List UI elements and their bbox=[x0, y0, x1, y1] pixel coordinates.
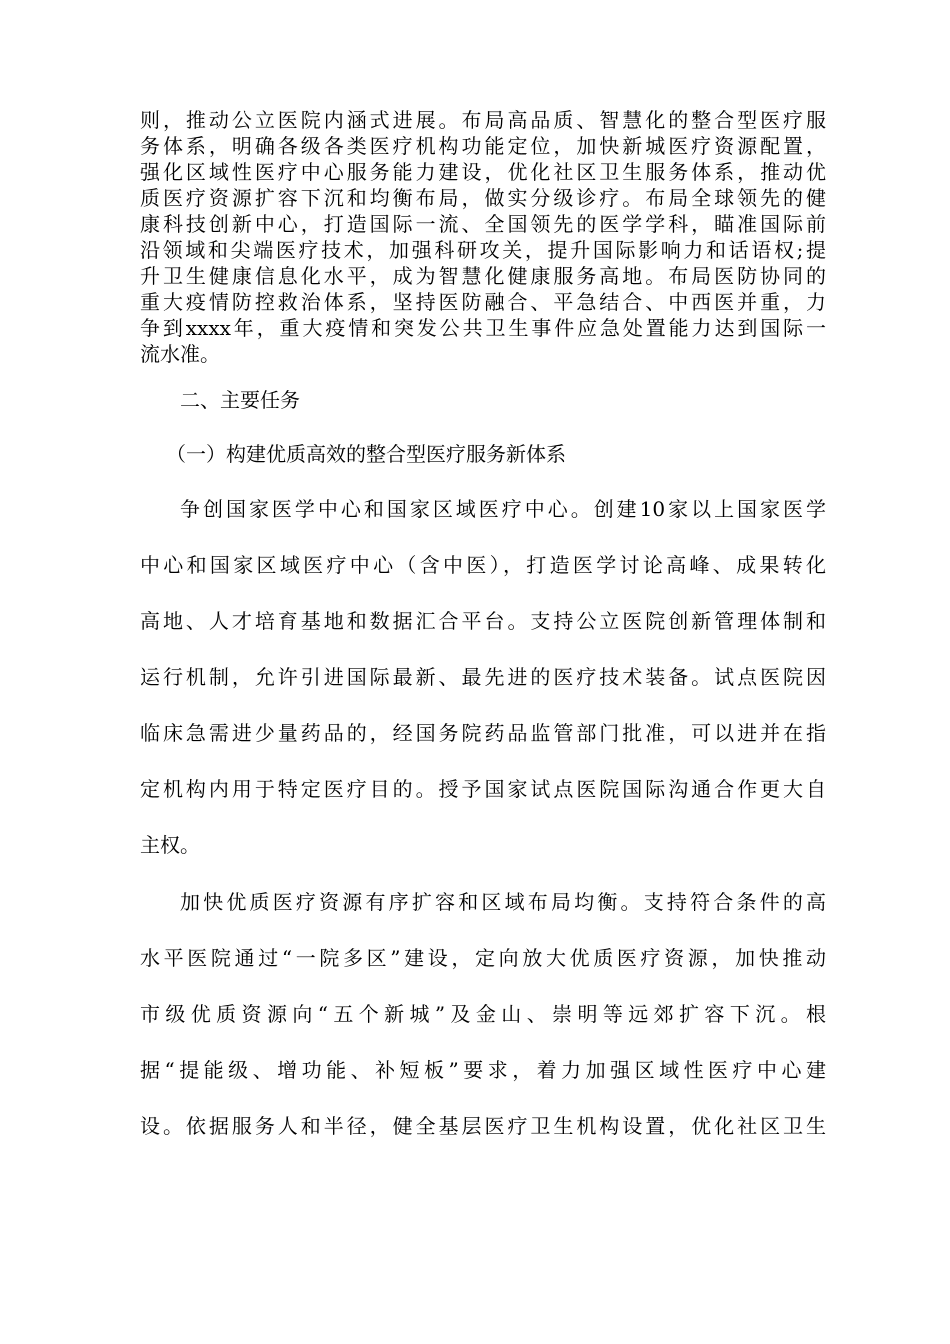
text-line: 主权。 bbox=[140, 833, 200, 857]
text-line: 争创国家医学中心和国家区域医疗中心。创建10家以上国家医学 bbox=[180, 497, 826, 521]
text-line: 中心和国家区域医疗中心（含中医），打造医学讨论高峰、成果转化 bbox=[140, 553, 826, 577]
text-line: 定机构内用于特定医疗目的。授予国家试点医院国际沟通合作更大自 bbox=[140, 777, 826, 801]
subsection-heading: （一）构建优质高效的整合型医疗服务新体系 bbox=[166, 442, 566, 466]
section-heading: 二、主要任务 bbox=[180, 388, 300, 412]
text-line: 据“提能级、增功能、补短板”要求，着力加强区域性医疗中心建 bbox=[140, 1058, 826, 1082]
text-line: 高地、人才培育基地和数据汇合平台。支持公立医院创新管理体制和 bbox=[140, 609, 826, 633]
text-line: 沿领域和尖端医疗技术，加强科研攻关，提升国际影响力和话语权;提 bbox=[140, 238, 826, 262]
text-line: 设。依据服务人和半径，健全基层医疗卫生机构设置，优化社区卫生 bbox=[140, 1114, 826, 1138]
text-line: 运行机制，允许引进国际最新、最先进的医疗技术装备。试点医院因 bbox=[140, 665, 826, 689]
text-line: 争到xxxx年，重大疫情和突发公共卫生事件应急处置能力达到国际一 bbox=[140, 316, 826, 340]
text-line: 则，推动公立医院内涵式进展。布局高品质、智慧化的整合型医疗服 bbox=[140, 108, 826, 132]
text-line: 重大疫情防控救治体系，坚持医防融合、平急结合、中西医并重，力 bbox=[140, 290, 826, 314]
text-line: 质医疗资源扩容下沉和均衡布局，做实分级诊疗。布局全球领先的健 bbox=[140, 186, 826, 210]
text-line: 强化区域性医疗中心服务能力建设，优化社区卫生服务体系，推动优 bbox=[140, 160, 826, 184]
text-line: 升卫生健康信息化水平，成为智慧化健康服务高地。布局医防协同的 bbox=[140, 264, 826, 288]
text-line: 康科技创新中心，打造国际一流、全国领先的医学学科，瞄准国际前 bbox=[140, 212, 826, 236]
text-line: 加快优质医疗资源有序扩容和区域布局均衡。支持符合条件的高 bbox=[180, 890, 826, 914]
text-line: 市级优质资源向“五个新城”及金山、崇明等远郊扩容下沉。根 bbox=[140, 1002, 826, 1026]
text-line: 水平医院通过“一院多区”建设，定向放大优质医疗资源，加快推动 bbox=[140, 946, 826, 970]
text-line: 务体系，明确各级各类医疗机构功能定位，加快新城医疗资源配置， bbox=[140, 134, 826, 158]
text-line: 临床急需进少量药品的，经国务院药品监管部门批准，可以进并在指 bbox=[140, 721, 826, 745]
text-line: 流水准。 bbox=[140, 342, 220, 366]
